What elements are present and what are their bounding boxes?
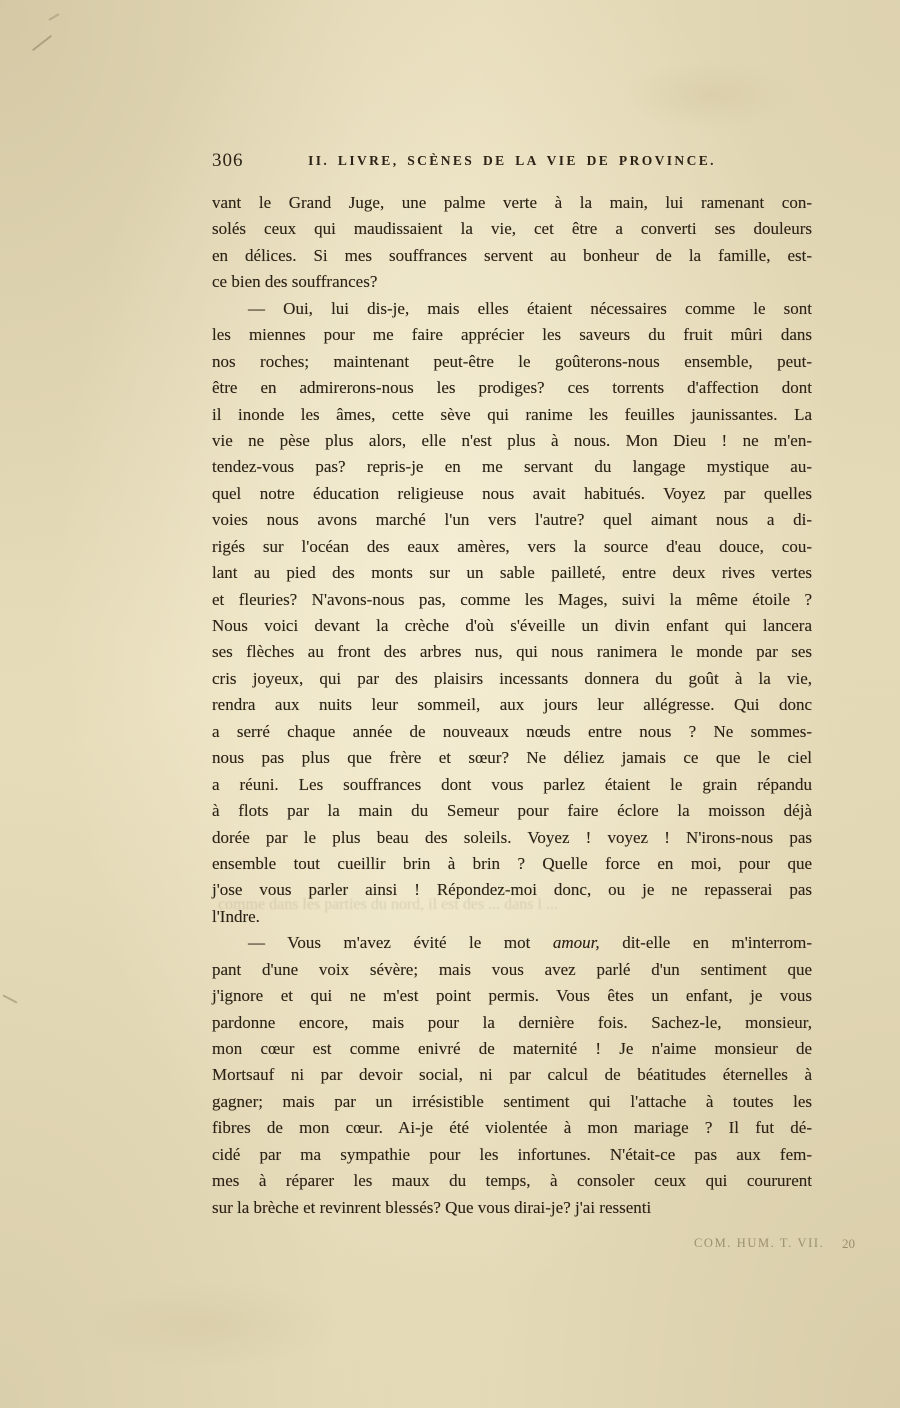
text-line: vant le Grand Juge, une palme verte à la main, lui ramenant con-: [212, 193, 812, 212]
text-line: solés ceux qui maudissaient la vie, cet être a converti ses douleurs: [212, 219, 812, 239]
sheet-number: 20: [842, 1236, 855, 1251]
text-line: être en admirerons-nous les prodiges? ces torrents d'affection dont: [212, 378, 812, 398]
text-line: a serré chaque année de nouveaux nœuds entre nous ? Ne sommes-: [212, 721, 812, 741]
paragraph: [212, 930, 812, 1221]
pencil-mark-top: [32, 35, 52, 51]
paper-stain-top-right: [620, 60, 800, 130]
running-header: [212, 148, 812, 178]
text-line: pant d'une voix sévère; mais vous avez parlé d'un sentiment que: [212, 959, 812, 979]
text-line: tendez-vous pas? repris-je en me servant du langage mystique au-: [212, 457, 812, 477]
text-line: sur la brèche et revinrent blessés? Que vous dirai-je? j'ai ressenti: [212, 1197, 652, 1217]
pencil-mark-top-small: [48, 13, 59, 21]
text-line: Nous voici devant la crèche d'où s'éveille un divin enfant qui lancera: [212, 616, 812, 635]
text-line: j'ose vous parler ainsi ! Répondez-moi donc, ou je ne repasserai pas: [212, 880, 812, 900]
text-line: voies nous avons marché l'un vers l'autre? quel aimant nous a di-: [212, 510, 812, 530]
running-title: II. LIVRE, SCÈNES DE LA VIE DE PROVINCE.: [308, 153, 716, 168]
text-line: — Vous m'avez évité le mot amour, dit-elle en m'interrom-: [248, 933, 812, 953]
text-line: pardonne encore, mais pour la dernière fois. Sachez-le, monsieur,: [212, 1012, 812, 1032]
text-line: gagner; mais par un irrésistible sentiment qui l'attache à toutes les: [212, 1091, 812, 1111]
text-line: et fleuries? N'avons-nous pas, comme les Mages, suivi la même étoile ?: [212, 589, 812, 609]
printer-signature: COM. HUM. T. VII.: [694, 1236, 825, 1250]
paragraph: [212, 296, 812, 931]
text-line: quel notre éducation religieuse nous avait habitués. Voyez par quelles: [212, 483, 812, 503]
text-line: dorée par le plus beau des soleils. Voyez ! voyez ! N'irons-nous pas: [212, 827, 812, 847]
showthrough-text: comme dans les parties du nord, il est des ... dans l ...: [218, 896, 558, 913]
text-line: les miennes pour me faire apprécier les saveurs du fruit mûri dans: [212, 325, 812, 345]
text-line: cris joyeux, qui par des plaisirs incessants donnera du goût à la vie,: [212, 668, 812, 688]
text-line: nos roches; maintenant peut-être le goûterons-nous ensemble, peut-: [212, 351, 812, 371]
text-line: cidé par ma sympathie pour les infortunes. N'était-ce pas aux fem-: [212, 1144, 812, 1164]
text-line: a réuni. Les souffrances dont vous parlez étaient le grain répandu: [212, 774, 812, 794]
page-number: 306: [212, 150, 244, 171]
text-line: vie ne pèse plus alors, elle n'est plus à nous. Mon Dieu ! ne m'en-: [212, 430, 812, 450]
text-line: — Oui, lui dis-je, mais elles étaient nécessaires comme le sont: [248, 298, 812, 318]
text-line: en délices. Si mes souffrances servent au bonheur de la famille, est-: [212, 245, 812, 265]
text-line: mon cœur est comme enivré de maternité ! Je n'aime monsieur de: [212, 1039, 812, 1058]
text-line: j'ignore et qui ne m'est point permis. Vous êtes un enfant, je vous: [212, 986, 812, 1006]
text-block: [212, 190, 812, 1221]
paragraph: [212, 190, 812, 296]
text-line: à flots par la main du Semeur pour faire éclore la moisson déjà: [212, 801, 812, 821]
text-line: ensemble tout cueillir brin à brin ? Quelle force en moi, pour que: [212, 853, 812, 873]
text-line: ce bien des souffrances?: [212, 272, 378, 292]
text-line: lant au pied des monts sur un sable pailleté, entre deux rives vertes: [212, 563, 812, 583]
text-line: fibres de mon cœur. Ai-je été violentée à mon mariage ? Il fut dé-: [212, 1118, 812, 1138]
text-line: ses flèches au front des arbres nus, qui nous ranimera le monde par ses: [212, 642, 812, 662]
text-line: nous pas plus que frère et sœur? Ne déliez jamais ce que le ciel: [212, 748, 812, 768]
text-line: rendra aux nuits leur sommeil, aux jours leur allégresse. Qui donc: [212, 695, 812, 715]
text-line: mes à réparer les maux du temps, à consoler ceux qui coururent: [212, 1171, 812, 1191]
paper-stain-bottom-left: [80, 1280, 340, 1370]
text-line: rigés sur l'océan des eaux amères, vers la source d'eau douce, cou-: [212, 536, 812, 556]
text-line: Mortsauf ni par devoir social, ni par calcul de béatitudes éternelles à: [212, 1065, 812, 1085]
text-line: il inonde les âmes, cette sève qui ranime les feuilles jaunissantes. La: [212, 404, 812, 424]
pencil-mark-left-edge: [2, 994, 17, 1003]
text-line: l'Indre.: [212, 906, 260, 926]
